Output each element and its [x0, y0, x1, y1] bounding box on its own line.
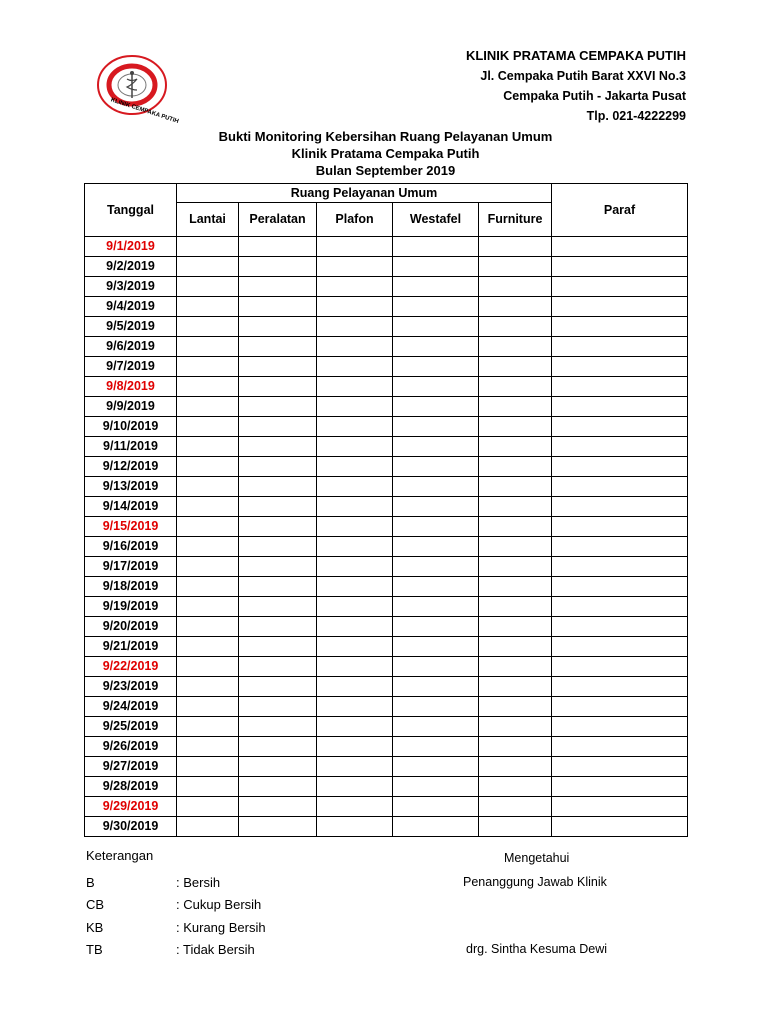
check-cell	[177, 657, 239, 677]
check-cell	[479, 777, 552, 797]
row-date: 9/10/2019	[85, 417, 177, 437]
title-line1: Bukti Monitoring Kebersihan Ruang Pelayanan Umum	[218, 129, 553, 144]
check-cell	[317, 577, 393, 597]
header-peralatan: Peralatan	[239, 203, 317, 237]
check-cell	[239, 297, 317, 317]
table-row	[85, 817, 688, 837]
sign-cell	[552, 677, 688, 697]
row-date: 9/16/2019	[85, 537, 177, 557]
check-cell	[239, 657, 317, 677]
check-cell	[239, 737, 317, 757]
check-cell	[317, 797, 393, 817]
legend-desc: : Bersih	[176, 875, 221, 890]
clinic-address-line2: Cempaka Putih - Jakarta Pusat	[503, 89, 686, 103]
check-cell	[239, 677, 317, 697]
check-cell	[239, 337, 317, 357]
check-cell	[317, 257, 393, 277]
row-date: 9/12/2019	[85, 457, 177, 477]
legend-desc: : Kurang Bersih	[176, 920, 266, 935]
check-cell	[239, 777, 317, 797]
check-cell	[317, 397, 393, 417]
row-date: 9/22/2019	[85, 657, 177, 677]
check-cell	[317, 497, 393, 517]
sign-cell	[552, 637, 688, 657]
check-cell	[393, 737, 479, 757]
check-cell	[239, 757, 317, 777]
check-cell	[393, 337, 479, 357]
table-row	[85, 477, 688, 497]
check-cell	[393, 817, 479, 837]
legend-code: KB	[86, 920, 104, 935]
check-cell	[479, 537, 552, 557]
check-cell	[317, 277, 393, 297]
check-cell	[479, 617, 552, 637]
check-cell	[239, 797, 317, 817]
check-cell	[317, 337, 393, 357]
check-cell	[393, 577, 479, 597]
check-cell	[479, 397, 552, 417]
check-cell	[479, 237, 552, 257]
row-date: 9/4/2019	[85, 297, 177, 317]
check-cell	[393, 557, 479, 577]
check-cell	[239, 257, 317, 277]
table-row	[85, 617, 688, 637]
row-date: 9/28/2019	[85, 777, 177, 797]
table-row	[85, 657, 688, 677]
row-date: 9/5/2019	[85, 317, 177, 337]
row-date: 9/13/2019	[85, 477, 177, 497]
check-cell	[317, 657, 393, 677]
header-westafel: Westafel	[393, 203, 479, 237]
check-cell	[393, 777, 479, 797]
table-row	[85, 557, 688, 577]
table-row	[85, 777, 688, 797]
check-cell	[177, 757, 239, 777]
table-row	[85, 457, 688, 477]
check-cell	[479, 437, 552, 457]
check-cell	[317, 817, 393, 837]
sign-cell	[552, 817, 688, 837]
check-cell	[177, 797, 239, 817]
check-cell	[317, 537, 393, 557]
check-cell	[239, 397, 317, 417]
row-date: 9/14/2019	[85, 497, 177, 517]
row-date: 9/11/2019	[85, 437, 177, 457]
check-cell	[239, 637, 317, 657]
check-cell	[393, 657, 479, 677]
check-cell	[239, 237, 317, 257]
check-cell	[393, 597, 479, 617]
sign-cell	[552, 737, 688, 757]
check-cell	[317, 457, 393, 477]
signature-role: Penanggung Jawab Klinik	[463, 875, 607, 889]
check-cell	[317, 777, 393, 797]
check-cell	[177, 277, 239, 297]
row-date: 9/19/2019	[85, 597, 177, 617]
sign-cell	[552, 617, 688, 637]
check-cell	[479, 457, 552, 477]
table-row	[85, 357, 688, 377]
table-row	[85, 537, 688, 557]
check-cell	[479, 497, 552, 517]
check-cell	[479, 477, 552, 497]
check-cell	[239, 517, 317, 537]
check-cell	[239, 357, 317, 377]
check-cell	[177, 617, 239, 637]
check-cell	[177, 637, 239, 657]
signature-name: drg. Sintha Kesuma Dewi	[466, 942, 608, 956]
check-cell	[317, 317, 393, 337]
check-cell	[393, 237, 479, 257]
check-cell	[317, 677, 393, 697]
row-date: 9/7/2019	[85, 357, 177, 377]
sign-cell	[552, 797, 688, 817]
header-lantai: Lantai	[177, 203, 239, 237]
sign-cell	[552, 657, 688, 677]
sign-cell	[552, 757, 688, 777]
header-date: Tanggal	[85, 184, 177, 237]
legend-item	[86, 897, 386, 913]
table-row	[85, 417, 688, 437]
check-cell	[177, 817, 239, 837]
table-row	[85, 517, 688, 537]
check-cell	[239, 377, 317, 397]
check-cell	[479, 797, 552, 817]
clinic-header	[466, 46, 686, 126]
title-line3: Bulan September 2019	[315, 163, 456, 178]
check-cell	[393, 417, 479, 437]
check-cell	[317, 477, 393, 497]
check-cell	[479, 677, 552, 697]
sign-cell	[552, 537, 688, 557]
sign-cell	[552, 697, 688, 717]
sign-cell	[552, 397, 688, 417]
check-cell	[177, 777, 239, 797]
sign-cell	[552, 777, 688, 797]
sign-cell	[552, 337, 688, 357]
header-sign: Paraf	[552, 184, 688, 237]
row-date: 9/17/2019	[85, 557, 177, 577]
signature-label: Mengetahui	[504, 851, 570, 865]
row-date: 9/23/2019	[85, 677, 177, 697]
check-cell	[479, 417, 552, 437]
table-row	[85, 797, 688, 817]
check-cell	[177, 497, 239, 517]
check-cell	[317, 517, 393, 537]
row-date: 9/27/2019	[85, 757, 177, 777]
check-cell	[393, 757, 479, 777]
check-cell	[177, 317, 239, 337]
table-row	[85, 257, 688, 277]
check-cell	[239, 457, 317, 477]
check-cell	[317, 377, 393, 397]
monitoring-table	[84, 183, 688, 837]
check-cell	[177, 237, 239, 257]
check-cell	[177, 737, 239, 757]
row-date: 9/2/2019	[85, 257, 177, 277]
check-cell	[239, 817, 317, 837]
check-cell	[393, 317, 479, 337]
legend-title: Keterangan	[86, 848, 154, 863]
check-cell	[479, 297, 552, 317]
table-row	[85, 277, 688, 297]
check-cell	[317, 717, 393, 737]
check-cell	[479, 697, 552, 717]
check-cell	[393, 457, 479, 477]
check-cell	[479, 577, 552, 597]
sign-cell	[552, 577, 688, 597]
row-date: 9/1/2019	[85, 237, 177, 257]
check-cell	[239, 697, 317, 717]
row-date: 9/21/2019	[85, 637, 177, 657]
table-row	[85, 397, 688, 417]
legend-desc: : Tidak Bersih	[176, 942, 255, 957]
clinic-phone: Tlp. 021-4222299	[586, 109, 686, 123]
table-row	[85, 337, 688, 357]
check-cell	[393, 497, 479, 517]
check-cell	[317, 617, 393, 637]
check-cell	[479, 557, 552, 577]
legend-code: TB	[86, 942, 103, 957]
check-cell	[239, 557, 317, 577]
check-cell	[479, 257, 552, 277]
check-cell	[177, 297, 239, 317]
row-date: 9/15/2019	[85, 517, 177, 537]
check-cell	[479, 357, 552, 377]
check-cell	[393, 537, 479, 557]
row-date: 9/24/2019	[85, 697, 177, 717]
row-date: 9/9/2019	[85, 397, 177, 417]
check-cell	[393, 397, 479, 417]
check-cell	[239, 597, 317, 617]
check-cell	[393, 697, 479, 717]
table-row	[85, 237, 688, 257]
check-cell	[239, 717, 317, 737]
check-cell	[393, 617, 479, 637]
check-cell	[393, 257, 479, 277]
check-cell	[317, 557, 393, 577]
table-row	[85, 577, 688, 597]
check-cell	[177, 457, 239, 477]
table-row	[85, 637, 688, 657]
check-cell	[239, 277, 317, 297]
svg-text:KLINIK CEMPAKA PUTIH: KLINIK CEMPAKA PUTIH	[109, 97, 180, 125]
check-cell	[479, 637, 552, 657]
legend-code: CB	[86, 897, 105, 912]
check-cell	[317, 437, 393, 457]
check-cell	[479, 597, 552, 617]
sign-cell	[552, 457, 688, 477]
check-cell	[479, 757, 552, 777]
table-row	[85, 377, 688, 397]
row-date: 9/8/2019	[85, 377, 177, 397]
row-date: 9/20/2019	[85, 617, 177, 637]
legend-code: B	[86, 875, 95, 890]
header-plafon: Plafon	[317, 203, 393, 237]
check-cell	[177, 557, 239, 577]
check-cell	[479, 817, 552, 837]
check-cell	[177, 517, 239, 537]
table-row	[85, 677, 688, 697]
check-cell	[177, 257, 239, 277]
sign-cell	[552, 717, 688, 737]
check-cell	[317, 737, 393, 757]
check-cell	[317, 417, 393, 437]
row-date: 9/30/2019	[85, 817, 177, 837]
check-cell	[177, 377, 239, 397]
check-cell	[393, 477, 479, 497]
row-date: 9/6/2019	[85, 337, 177, 357]
check-cell	[393, 297, 479, 317]
check-cell	[239, 417, 317, 437]
check-cell	[239, 617, 317, 637]
check-cell	[479, 737, 552, 757]
legend-item	[86, 942, 386, 958]
header-furniture: Furniture	[479, 203, 552, 237]
check-cell	[177, 477, 239, 497]
sign-cell	[552, 357, 688, 377]
check-cell	[393, 517, 479, 537]
sign-cell	[552, 597, 688, 617]
sign-cell	[552, 417, 688, 437]
clinic-name: KLINIK PRATAMA CEMPAKA PUTIH	[465, 48, 686, 63]
table-row	[85, 497, 688, 517]
check-cell	[177, 417, 239, 437]
sign-cell	[552, 477, 688, 497]
check-cell	[479, 517, 552, 537]
sign-cell	[552, 277, 688, 297]
table-body	[85, 237, 688, 837]
table-row	[85, 697, 688, 717]
sign-cell	[552, 317, 688, 337]
check-cell	[393, 437, 479, 457]
check-cell	[393, 277, 479, 297]
table-row	[85, 437, 688, 457]
check-cell	[239, 317, 317, 337]
sign-cell	[552, 517, 688, 537]
clinic-address-line1: Jl. Cempaka Putih Barat XXVI No.3	[480, 69, 686, 83]
sign-cell	[552, 437, 688, 457]
check-cell	[317, 597, 393, 617]
check-cell	[317, 757, 393, 777]
check-cell	[177, 697, 239, 717]
legend-item	[86, 875, 386, 891]
header-group-room: Ruang Pelayanan Umum	[177, 184, 552, 203]
check-cell	[239, 437, 317, 457]
table-row	[85, 597, 688, 617]
row-date: 9/3/2019	[85, 277, 177, 297]
table-row	[85, 297, 688, 317]
check-cell	[239, 477, 317, 497]
check-cell	[479, 717, 552, 737]
check-cell	[177, 577, 239, 597]
check-cell	[393, 377, 479, 397]
check-cell	[479, 317, 552, 337]
check-cell	[239, 577, 317, 597]
clinic-logo	[96, 54, 180, 125]
check-cell	[479, 377, 552, 397]
legend-item	[86, 920, 386, 936]
check-cell	[393, 677, 479, 697]
check-cell	[317, 637, 393, 657]
check-cell	[317, 237, 393, 257]
row-date: 9/26/2019	[85, 737, 177, 757]
check-cell	[393, 357, 479, 377]
check-cell	[479, 657, 552, 677]
check-cell	[177, 597, 239, 617]
check-cell	[479, 337, 552, 357]
check-cell	[177, 337, 239, 357]
sign-cell	[552, 297, 688, 317]
check-cell	[177, 357, 239, 377]
check-cell	[177, 537, 239, 557]
sign-cell	[552, 377, 688, 397]
check-cell	[177, 437, 239, 457]
check-cell	[239, 497, 317, 517]
check-cell	[317, 297, 393, 317]
sign-cell	[552, 557, 688, 577]
sign-cell	[552, 257, 688, 277]
check-cell	[177, 677, 239, 697]
check-cell	[393, 637, 479, 657]
check-cell	[177, 717, 239, 737]
title-line2: Klinik Pratama Cempaka Putih	[291, 146, 480, 161]
row-date: 9/18/2019	[85, 577, 177, 597]
row-date: 9/25/2019	[85, 717, 177, 737]
legend-desc: : Cukup Bersih	[176, 897, 262, 912]
row-date: 9/29/2019	[85, 797, 177, 817]
check-cell	[177, 397, 239, 417]
table-row	[85, 757, 688, 777]
table-row	[85, 737, 688, 757]
check-cell	[317, 357, 393, 377]
check-cell	[317, 697, 393, 717]
check-cell	[479, 277, 552, 297]
check-cell	[393, 717, 479, 737]
check-cell	[239, 537, 317, 557]
sign-cell	[552, 237, 688, 257]
table-row	[85, 717, 688, 737]
table-row	[85, 317, 688, 337]
document-title	[84, 128, 687, 179]
check-cell	[393, 797, 479, 817]
sign-cell	[552, 497, 688, 517]
